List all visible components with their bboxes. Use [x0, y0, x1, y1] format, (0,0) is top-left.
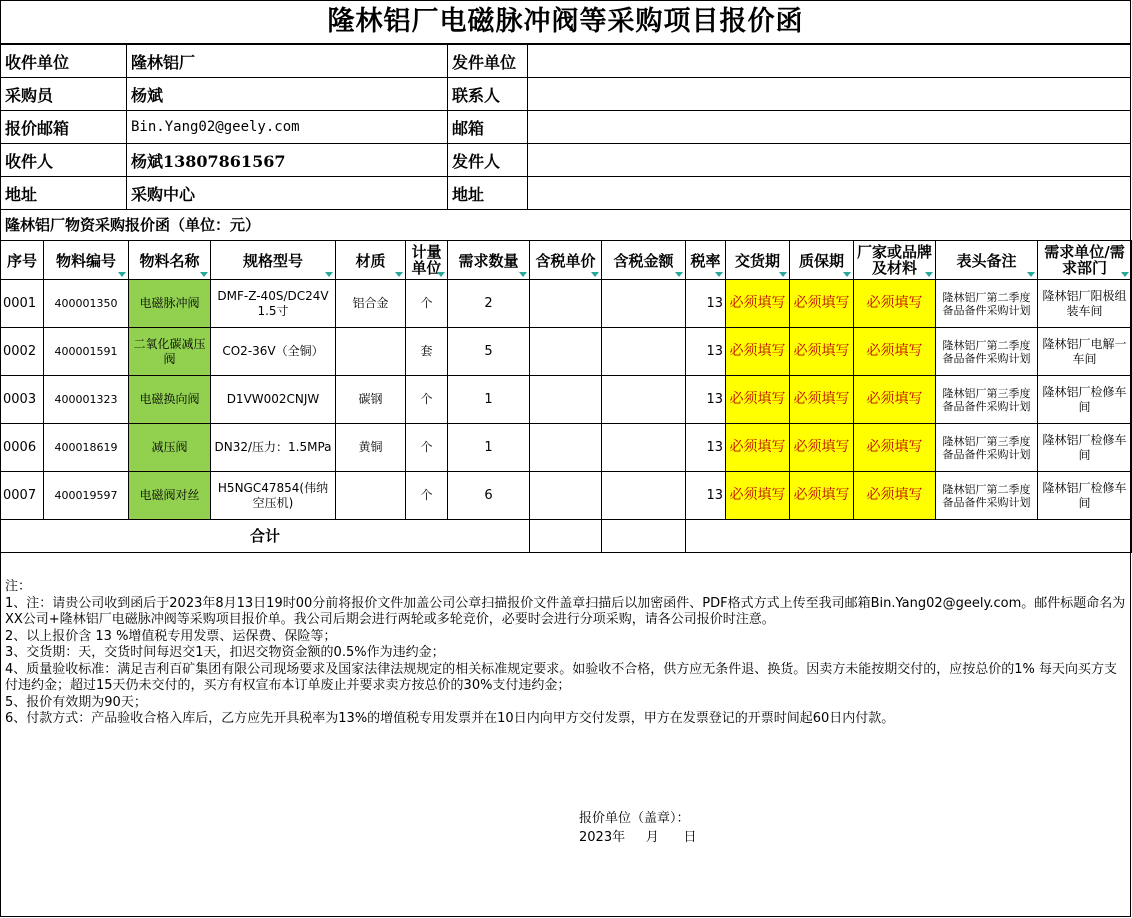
cell-qty[interactable]: 1: [448, 376, 530, 424]
value-email[interactable]: [528, 111, 1131, 144]
cell-remark[interactable]: 隆林铝厂第二季度备品备件采购计划: [936, 280, 1038, 328]
col-warranty[interactable]: 质保期: [790, 241, 854, 280]
note-line: 1、注：请贵公司收到函后于2023年8月13日19时00分前将报价文件加盖公司公章扫描报价文件盖章扫描后以加密函件、PDF格式方式上传至我司邮箱Bin.Yang02@geely.com。邮件标题命名为XX公司+隆林铝厂电磁脉冲阀等采购项目报价单。我公司后期会进行两轮或多轮竞价，必要时会进行分项采购，请各公司报价时注意。: [5, 595, 1126, 627]
cell-warranty[interactable]: 必须填写: [790, 424, 854, 472]
cell-delivery[interactable]: 必须填写: [726, 328, 790, 376]
table-row: [1, 472, 1132, 520]
filter-dropdown-icon[interactable]: [675, 272, 683, 277]
info-row-address: [1, 177, 1131, 210]
col-amount[interactable]: 含税金额: [602, 241, 686, 280]
note-line: 3、交货期：天，交货时间每迟交1天，扣迟交物资金额的0.5%作为违约金；: [5, 645, 445, 660]
cell-qty[interactable]: 1: [448, 424, 530, 472]
value-quote-email[interactable]: Bin.Yang02@geely.com: [127, 111, 448, 144]
cell-delivery[interactable]: 必须填写: [726, 472, 790, 520]
cell-warranty[interactable]: 必须填写: [790, 328, 854, 376]
cell-seq[interactable]: 0006: [1, 424, 44, 472]
quote-unit-stamp-label: 报价单位（盖章）：: [579, 811, 690, 826]
cell-amount[interactable]: [602, 472, 686, 520]
cell-remark[interactable]: 隆林铝厂第二季度备品备件采购计划: [936, 328, 1038, 376]
quote-date: 2023年 月 日: [579, 830, 697, 845]
cell-tax[interactable]: 13: [686, 472, 726, 520]
label-email: 邮箱: [448, 111, 528, 144]
cell-material[interactable]: [336, 472, 406, 520]
label-recipient: 收件人: [1, 144, 127, 177]
cell-unit[interactable]: 个: [406, 472, 448, 520]
cell-remark[interactable]: 隆林铝厂第三季度备品备件采购计划: [936, 424, 1038, 472]
label-contact: 联系人: [448, 78, 528, 111]
cell-unit[interactable]: 个: [406, 280, 448, 328]
filter-dropdown-icon[interactable]: [843, 272, 851, 277]
cell-amount[interactable]: [602, 376, 686, 424]
table-row: [1, 376, 1132, 424]
filter-dropdown-icon[interactable]: [519, 272, 527, 277]
cell-dept[interactable]: 隆林铝厂电解一车间: [1038, 328, 1132, 376]
total-label: 合计: [1, 520, 530, 553]
info-row-recipient-unit: [1, 45, 1131, 78]
cell-qty[interactable]: 6: [448, 472, 530, 520]
value-sender-address[interactable]: [528, 177, 1131, 210]
cell-dept[interactable]: 隆林铝厂检修车间: [1038, 424, 1132, 472]
cell-warranty[interactable]: 必须填写: [790, 280, 854, 328]
info-row-buyer: [1, 78, 1131, 111]
note-line: 注：: [5, 579, 32, 594]
cell-warranty[interactable]: 必须填写: [790, 472, 854, 520]
info-row-recipient: [1, 144, 1131, 177]
filter-dropdown-icon[interactable]: [1121, 272, 1129, 277]
cell-code[interactable]: 400018619: [44, 424, 129, 472]
total-amount-cell[interactable]: [602, 520, 686, 553]
label-quote-email: 报价邮箱: [1, 111, 127, 144]
cell-price[interactable]: [530, 280, 602, 328]
cell-qty[interactable]: 2: [448, 280, 530, 328]
info-table: [0, 44, 1131, 210]
cell-qty[interactable]: 5: [448, 328, 530, 376]
value-buyer[interactable]: 杨斌: [127, 78, 448, 111]
value-address[interactable]: 采购中心: [127, 177, 448, 210]
filter-dropdown-icon[interactable]: [925, 272, 933, 277]
cell-code[interactable]: 400001591: [44, 328, 129, 376]
col-code[interactable]: 物料编号: [44, 241, 129, 280]
filter-dropdown-icon[interactable]: [591, 272, 599, 277]
cell-amount[interactable]: [602, 424, 686, 472]
col-brand[interactable]: 厂家或品牌及材料: [854, 241, 936, 280]
filter-dropdown-icon[interactable]: [1027, 272, 1035, 277]
cell-warranty[interactable]: 必须填写: [790, 376, 854, 424]
cell-delivery[interactable]: 必须填写: [726, 280, 790, 328]
cell-code[interactable]: 400019597: [44, 472, 129, 520]
label-buyer: 采购员: [1, 78, 127, 111]
col-seq[interactable]: 序号: [1, 241, 44, 280]
cell-material[interactable]: [336, 328, 406, 376]
table-row: [1, 280, 1132, 328]
col-spec[interactable]: 规格型号: [211, 241, 336, 280]
filter-dropdown-icon[interactable]: [395, 272, 403, 277]
cell-spec[interactable]: H5NGC47854(伟纳空压机): [211, 472, 336, 520]
cell-seq[interactable]: 0003: [1, 376, 44, 424]
cell-name[interactable]: 电磁阀对丝: [129, 472, 211, 520]
cell-dept[interactable]: 隆林铝厂阳极组装车间: [1038, 280, 1132, 328]
filter-dropdown-icon[interactable]: [715, 272, 723, 277]
cell-name[interactable]: 电磁脉冲阀: [129, 280, 211, 328]
note-line: 4、质量验收标准：满足吉利百矿集团有限公司现场要求及国家法律法规规定的相关标准规定要求。如验收不合格，供方应无条件退、换货。因卖方未能按期交付的，应按总价的1% 每天向买方支付违约金；超过15天仍未交付的，买方有权宣布本订单废止并要求卖方按总价的30%支付违约金；: [5, 661, 1118, 693]
signature-block: [579, 809, 697, 847]
cell-spec[interactable]: DMF-Z-40S/DC24V 1.5寸: [211, 280, 336, 328]
notes-block: [5, 579, 1127, 728]
cell-material[interactable]: 碳钢: [336, 376, 406, 424]
cell-brand[interactable]: 必须填写: [854, 280, 936, 328]
filter-dropdown-icon[interactable]: [325, 272, 333, 277]
cell-brand[interactable]: 必须填写: [854, 328, 936, 376]
cell-price[interactable]: [530, 376, 602, 424]
cell-seq[interactable]: 0007: [1, 472, 44, 520]
cell-unit[interactable]: 个: [406, 376, 448, 424]
cell-seq[interactable]: 0001: [1, 280, 44, 328]
cell-name[interactable]: 减压阀: [129, 424, 211, 472]
label-address: 地址: [1, 177, 127, 210]
cell-unit[interactable]: 个: [406, 424, 448, 472]
header-row: [1, 241, 1132, 280]
cell-tax[interactable]: 13: [686, 280, 726, 328]
col-qty[interactable]: 需求数量: [448, 241, 530, 280]
total-row: [1, 520, 1132, 553]
value-recipient-unit[interactable]: 隆林铝厂: [127, 45, 448, 78]
section-title: 隆林铝厂物资采购报价函（单位：元）: [1, 210, 1130, 241]
cell-code[interactable]: 400001323: [44, 376, 129, 424]
cell-amount[interactable]: [602, 280, 686, 328]
info-row-email: [1, 111, 1131, 144]
filter-dropdown-icon[interactable]: [779, 272, 787, 277]
col-unit[interactable]: 计量单位: [406, 241, 448, 280]
cell-delivery[interactable]: 必须填写: [726, 424, 790, 472]
total-price-cell[interactable]: [530, 520, 602, 553]
cell-brand[interactable]: 必须填写: [854, 472, 936, 520]
label-sender-address: 地址: [448, 177, 528, 210]
total-rest-cell[interactable]: [686, 520, 1132, 553]
cell-name[interactable]: 电磁换向阀: [129, 376, 211, 424]
cell-price[interactable]: [530, 472, 602, 520]
value-sender-unit[interactable]: [528, 45, 1131, 78]
filter-dropdown-icon[interactable]: [437, 272, 445, 277]
label-sender-unit: 发件单位: [448, 45, 528, 78]
cell-brand[interactable]: 必须填写: [854, 376, 936, 424]
note-line: 5、报价有效期为90天；: [5, 694, 147, 710]
col-remark[interactable]: 表头备注: [936, 241, 1038, 280]
table-row: [1, 424, 1132, 472]
col-tax[interactable]: 税率: [686, 241, 726, 280]
cell-material[interactable]: 铝合金: [336, 280, 406, 328]
cell-price[interactable]: [530, 424, 602, 472]
cell-dept[interactable]: 隆林铝厂检修车间: [1038, 376, 1132, 424]
label-sender: 发件人: [448, 144, 528, 177]
table-row: [1, 328, 1132, 376]
cell-name[interactable]: 二氧化碳减压阀: [129, 328, 211, 376]
cell-dept[interactable]: 隆林铝厂检修车间: [1038, 472, 1132, 520]
cell-tax[interactable]: 13: [686, 328, 726, 376]
cell-material[interactable]: 黄铜: [336, 424, 406, 472]
cell-brand[interactable]: 必须填写: [854, 424, 936, 472]
value-contact[interactable]: [528, 78, 1131, 111]
cell-remark[interactable]: 隆林铝厂第二季度备品备件采购计划: [936, 472, 1038, 520]
cell-delivery[interactable]: 必须填写: [726, 376, 790, 424]
note-line: 6、付款方式：产品验收合格入库后，乙方应先开具税率为13%的增值税专用发票并在10日内向甲方交付发票，甲方在发票登记的开票时间起60日内付款。: [5, 711, 895, 726]
cell-remark[interactable]: 隆林铝厂第三季度备品备件采购计划: [936, 376, 1038, 424]
cell-tax[interactable]: 13: [686, 376, 726, 424]
cell-tax[interactable]: 13: [686, 424, 726, 472]
filter-dropdown-icon[interactable]: [118, 272, 126, 277]
col-price[interactable]: 含税单价: [530, 241, 602, 280]
col-delivery[interactable]: 交货期: [726, 241, 790, 280]
value-recipient[interactable]: 杨斌13807861567: [127, 144, 448, 177]
cell-spec[interactable]: D1VW002CNJW: [211, 376, 336, 424]
cell-price[interactable]: [530, 328, 602, 376]
cell-amount[interactable]: [602, 328, 686, 376]
cell-unit[interactable]: 套: [406, 328, 448, 376]
filter-dropdown-icon[interactable]: [200, 272, 208, 277]
page-title: 隆林铝厂电磁脉冲阀等采购项目报价函: [1, 1, 1130, 44]
label-recipient-unit: 收件单位: [1, 45, 127, 78]
items-table: [0, 240, 1132, 553]
col-name[interactable]: 物料名称: [129, 241, 211, 280]
cell-code[interactable]: 400001350: [44, 280, 129, 328]
cell-seq[interactable]: 0002: [1, 328, 44, 376]
cell-spec[interactable]: DN32/压力：1.5MPa: [211, 424, 336, 472]
col-dept[interactable]: 需求单位/需求部门: [1038, 241, 1132, 280]
note-line: 2、以上报价含 13 %增值税专用发票、运保费、保险等；: [5, 628, 337, 644]
value-sender[interactable]: [528, 144, 1131, 177]
col-material[interactable]: 材质: [336, 241, 406, 280]
cell-spec[interactable]: CO2-36V（全铜）: [211, 328, 336, 376]
